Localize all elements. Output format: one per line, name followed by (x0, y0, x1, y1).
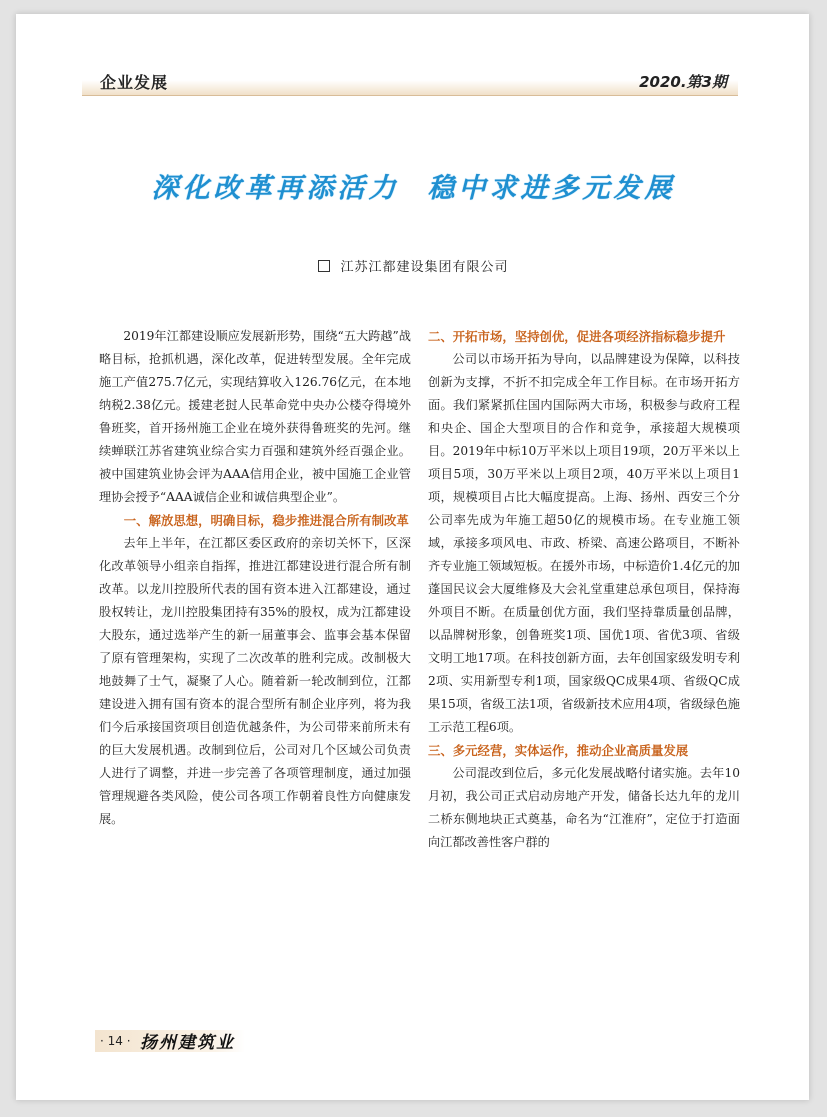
right-column (428, 325, 740, 854)
section-heading-3: 三、多元经营，实体运作，推动企业高质量发展 (428, 743, 689, 758)
paragraph-1: 去年上半年，在江都区委区政府的亲切关怀下，区深化改革领导小组亲自指挥，推进江都建设进行混合所有制改革。以龙川控股所代表的国有资本进入江都建设，通过股权转让，龙川控股集团持有35%的股权，成为江都建设大股东，通过选举产生的新一届董事会、监事会基本保留了原有管理架构，实现了二次改革的胜利完成。改制极大地鼓舞了士气，凝聚了人心。随着新一轮改制到位，江都建设进入拥有国有资本的混合型所有制企业序列，将为我们今后承接国资项目创造优越条件，为公司带来前所未有的巨大发展机遇。改制到位后，公司对几个区域公司负责人进行了调整，并进一步完善了各项管理制度，通过加强管理规避各类风险，使公司各项工作朝着良性方向健康发展。 (99, 536, 411, 826)
paragraph-3: 公司混改到位后，多元化发展战略付诸实施。去年10月初，我公司正式启动房地产开发，储备长达九年的龙川二桥东侧地块正式奠基，命名为“江淮府”，定位于打造面向江都改善性客户群的 (428, 766, 740, 849)
intro-paragraph: 2019年江都建设顺应发展新形势，围绕“五大跨越”战略目标，抢抓机遇，深化改革，促进转型发展。全年完成施工产值275.7亿元，实现结算收入126.76亿元，在本地纳税2.38亿元。援建老挝人民革命党中央办公楼夺得境外鲁班奖，首开扬州施工企业在境外获得鲁班奖的先河。继续蝉联江苏省建筑业综合实力百强和建筑外经百强企业。被中国建筑业协会评为AAA信用企业，被中国施工企业管理协会授予“AAA诚信企业和诚信典型企业”。 (99, 329, 411, 504)
title-part-2: 稳中求进多元发展 (427, 173, 676, 204)
title-part-1: 深化改革再添活力 (151, 173, 400, 204)
left-column (99, 325, 411, 831)
paragraph-2: 公司以市场开拓为导向，以品牌建设为保障，以科技创新为支撑，不折不扣完成全年工作目标。在市场开拓方面。我们紧紧抓住国内国际两大市场，积极参与政府工程和央企、国企大型项目的合作和竞争，承接超大规模项目。2019年中标10万平米以上项目19项，20万平米以上项目5项，30万平米以上项目2项，40万平米以上项目1项，规模项目占比大幅度提高。上海、扬州、西安三个分公司率先成为年施工超50亿的规模市场。在专业施工领域，承接多项风电、市政、桥梁、高速公路项目，不断补齐专业施工领域短板。在援外市场，中标造价1.4亿元的加蓬国民议会大厦维修及大会礼堂重建总承包项目，保持海外项目不断。在质量创优方面，我们坚持靠质量创品牌，以品牌树形象，创鲁班奖1项、国优1项、省优3项、省级文明工地17项。在科技创新方面，去年创国家级发明专利2项、实用新型专利1项，国家级QC成果4项、省级QC成果15项，省级工法1项，省级新技术应用4项，省级绿色施工示范工程6项。 (428, 352, 740, 734)
author-name: 江苏江都建设集团有限公司 (340, 260, 509, 275)
issue-number: 2020.第3期 (639, 73, 727, 91)
section-heading-2: 二、开拓市场，坚持创优，促进各项经济指标稳步提升 (428, 329, 726, 344)
section-heading-1: 一、解放思想，明确目标，稳步推进混合所有制改革 (123, 513, 409, 528)
author-line (0, 256, 827, 275)
article-title (0, 166, 827, 205)
section-name: 企业发展 (100, 73, 169, 92)
square-bullet-icon (318, 260, 330, 272)
magazine-logo: 扬州建筑业 (140, 1033, 235, 1053)
page-number: · 14 · (100, 1034, 131, 1048)
